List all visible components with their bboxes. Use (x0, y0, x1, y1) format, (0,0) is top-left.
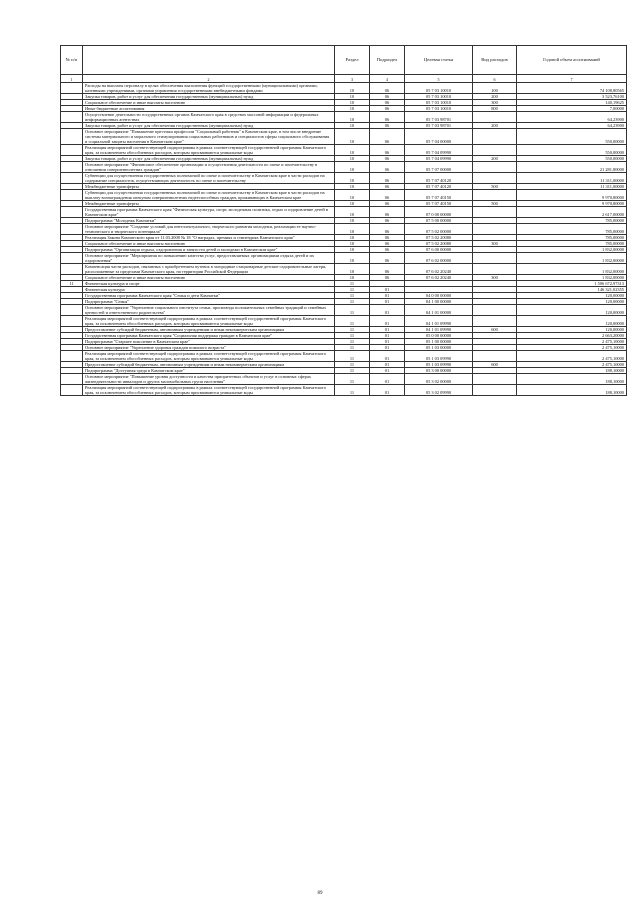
row-target: 05 7 03 10010 (405, 83, 473, 94)
row-num (61, 145, 83, 156)
row-section: 10 (335, 145, 370, 156)
row-amount: 2 475,10000 (517, 345, 627, 351)
row-section: 11 (335, 299, 370, 305)
row-target: 05 1 00 00000 (405, 339, 473, 345)
row-subsection: 06 (370, 129, 405, 145)
row-subsection: 06 (370, 156, 405, 162)
row-amount: 9 970,80000 (517, 201, 627, 207)
row-amount: 7,00000 (517, 106, 627, 112)
row-subsection: 01 (370, 333, 405, 339)
row-name: Государственная программа Камчатского края "Физическая культура, спорт, молодежная политика, отдых и оздоровление детей в Камчатском крае" (83, 207, 335, 218)
table-row (61, 129, 627, 145)
row-name: Государственная программа Камчатского края "Семья и дети Камчатки" (83, 293, 335, 299)
budget-table-page (60, 45, 626, 396)
row-section: 10 (335, 129, 370, 145)
row-subsection: 06 (370, 207, 405, 218)
row-name: Государственная программа Камчатского края "Социальная поддержка граждан в Камчатском крае" (83, 333, 335, 339)
row-subsection: 06 (370, 83, 405, 94)
row-name: Физическая культура (83, 287, 335, 293)
row-exptype (473, 145, 517, 156)
row-subsection: 01 (370, 368, 405, 374)
row-exptype: 800 (473, 106, 517, 112)
row-amount: 120,00000 (517, 316, 627, 327)
row-section: 10 (335, 235, 370, 241)
row-section: 10 (335, 224, 370, 235)
row-target: 04 1 00 00000 (405, 299, 473, 305)
row-exptype: 100 (473, 83, 517, 94)
row-name: Реализация мероприятий соответствующей подпрограммы в рамках соответствующей государственной программы Камчатского края, за исключением обособленных расходов, которым присваиваются уникальные коды (83, 351, 335, 362)
row-section: 11 (335, 281, 370, 287)
row-amount: 785,00000 (517, 235, 627, 241)
row-name: Закупка товаров, работ и услуг для обеспечения государственных (муниципальных) нужд (83, 94, 335, 100)
row-subsection: 06 (370, 173, 405, 184)
row-amount: 74 108,80565 (517, 83, 627, 94)
row-subsection: 01 (370, 305, 405, 316)
row-subsection: 06 (370, 184, 405, 190)
row-subsection: 06 (370, 264, 405, 275)
table-row (61, 145, 627, 156)
row-section: 11 (335, 339, 370, 345)
row-subsection: 01 (370, 385, 405, 396)
row-amount: 2 475,10000 (517, 339, 627, 345)
row-name: Межбюджетные трансферты (83, 184, 335, 190)
row-target: 05 7 03 10010 (405, 100, 473, 106)
row-name: Физическая культура и спорт (83, 281, 335, 287)
row-amount: 146 321,02355 (517, 287, 627, 293)
row-amount: 785,00000 (517, 224, 627, 235)
table-header-row (61, 46, 627, 75)
row-exptype: 300 (473, 241, 517, 247)
row-num (61, 129, 83, 145)
row-target: 07 5 02 20080 (405, 241, 473, 247)
row-name: Основное мероприятие "Укрепление социального института семьи, пропаганда положительных семейных традиций и семейных ценностей и ответственного родительства" (83, 305, 335, 316)
row-name: Реализация Закона Камчатского края от 11.03.2008 № 18 "О наградах, премиях и стипендиях Камчатского края" (83, 235, 335, 241)
row-amount: 550,00000 (517, 156, 627, 162)
row-section: 11 (335, 351, 370, 362)
row-exptype (473, 190, 517, 201)
row-section: 11 (335, 362, 370, 368)
row-amount: 64,23900 (517, 123, 627, 129)
row-num (61, 224, 83, 235)
row-subsection: 06 (370, 241, 405, 247)
row-num (61, 253, 83, 264)
row-target: 05 7 07 40120 (405, 173, 473, 184)
row-num (61, 162, 83, 173)
row-amount: 11 311,00000 (517, 173, 627, 184)
row-num: 11 (61, 281, 83, 287)
header-name (83, 46, 335, 75)
row-amount: 188,10000 (517, 368, 627, 374)
row-amount: 2 475,10000 (517, 351, 627, 362)
row-target: 04 1 01 09990 (405, 316, 473, 327)
row-subsection: 01 (370, 351, 405, 362)
row-exptype (473, 129, 517, 145)
row-amount: 188,10000 (517, 374, 627, 385)
row-name: Расходы на выплаты персоналу в целях обеспечения выполнения функций государственными (муниципальными) органами, казенными учреждениями, органами управления государственными внебюджетными фондами (83, 83, 335, 94)
row-exptype (473, 374, 517, 385)
row-section: 10 (335, 184, 370, 190)
row-subsection: 06 (370, 112, 405, 123)
row-target: 05 7 04 09990 (405, 156, 473, 162)
row-subsection: 06 (370, 123, 405, 129)
table-row (61, 224, 627, 235)
column-index: 2 (83, 75, 335, 83)
row-exptype: 500 (473, 184, 517, 190)
row-amount: 785,00000 (517, 218, 627, 224)
row-target: 05 7 03 98701 (405, 112, 473, 123)
row-amount: 1 832,00000 (517, 264, 627, 275)
row-target: 05 7 04 00000 (405, 129, 473, 145)
row-section: 11 (335, 293, 370, 299)
row-num (61, 316, 83, 327)
row-exptype: 200 (473, 156, 517, 162)
table-row (61, 264, 627, 275)
table-row (61, 305, 627, 316)
row-amount: 1 832,00000 (517, 247, 627, 253)
row-section: 10 (335, 253, 370, 264)
row-section: 11 (335, 327, 370, 333)
row-num (61, 112, 83, 123)
table-row (61, 385, 627, 396)
row-section: 11 (335, 374, 370, 385)
table-row (61, 351, 627, 362)
row-target: 05 7 03 98701 (405, 123, 473, 129)
row-subsection: 06 (370, 201, 405, 207)
row-name: Основное мероприятие "Финансовое обеспечение организации и осуществления деятельности по опеке и попечительству в отношении совершеннолетних граждан" (83, 162, 335, 173)
row-amount: 64,23900 (517, 112, 627, 123)
row-name: Реализация мероприятий соответствующей подпрограммы в рамках соответствующей государственной программы Камчатского края, за исключением обособленных расходов, которым присваиваются уникальные коды (83, 316, 335, 327)
header-subsection: Подраздел (370, 46, 405, 75)
row-num (61, 374, 83, 385)
row-target: 05 7 07 40150 (405, 190, 473, 201)
column-index: 7 (517, 75, 627, 83)
row-section: 10 (335, 83, 370, 94)
table-body (61, 83, 627, 396)
table-row (61, 316, 627, 327)
row-section: 10 (335, 162, 370, 173)
row-section: 11 (335, 316, 370, 327)
row-subsection: 06 (370, 94, 405, 100)
table-row (61, 173, 627, 184)
row-section: 11 (335, 368, 370, 374)
row-target: 07 6 02 00000 (405, 253, 473, 264)
row-amount: 2 663,20000 (517, 333, 627, 339)
row-amount: 550,00000 (517, 129, 627, 145)
row-amount: 3 523,76100 (517, 94, 627, 100)
page-number: 89 (317, 891, 323, 896)
row-section: 11 (335, 385, 370, 396)
row-subsection: 01 (370, 362, 405, 368)
row-subsection: 06 (370, 253, 405, 264)
row-target: 05 1 03 09990 (405, 351, 473, 362)
row-name: Реализация мероприятий соответствующей подпрограммы в рамках соответствующей государственной программы Камчатского края, за исключением обособленных расходов, которым присваиваются уникальные коды (83, 385, 335, 396)
row-target: 07 0 00 00000 (405, 207, 473, 218)
row-subsection: 06 (370, 247, 405, 253)
row-num (61, 351, 83, 362)
row-amount: 1 506 672,97313 (517, 281, 627, 287)
row-name: Предоставление субсидий бюджетным, автономным учреждениям и иным некоммерческим организациям (83, 327, 335, 333)
row-amount: 11 311,00000 (517, 184, 627, 190)
row-amount: 120,00000 (517, 305, 627, 316)
row-exptype (473, 112, 517, 123)
header-exptype: Вид расходов (473, 46, 517, 75)
row-num (61, 173, 83, 184)
row-section: 10 (335, 112, 370, 123)
row-section: 11 (335, 345, 370, 351)
row-target: 04 1 01 09990 (405, 327, 473, 333)
row-subsection: 06 (370, 190, 405, 201)
row-amount: 2 475,10000 (517, 362, 627, 368)
row-subsection: 06 (370, 106, 405, 112)
row-num (61, 385, 83, 396)
header-target: Целевая статья (405, 46, 473, 75)
row-name: Компенсация части расходов, связанных с приобретением путевок в загородные стационарные детские оздоровительные лагеря, расположенные за пределами Камчатского края, на территории Российской Федерации (83, 264, 335, 275)
row-amount: 785,00000 (517, 241, 627, 247)
row-section: 10 (335, 207, 370, 218)
row-subsection: 06 (370, 145, 405, 156)
table-row (61, 374, 627, 385)
row-exptype: 600 (473, 362, 517, 368)
row-subsection: 01 (370, 345, 405, 351)
table-row (61, 190, 627, 201)
row-name: Основное мероприятие "Повышение уровня доступности и качества приоритетных объектов и услуг в основных сферах жизнедеятельности инвалидов и других маломобильных групп населения" (83, 374, 335, 385)
row-target: 05 7 07 40150 (405, 201, 473, 207)
row-name: Основное мероприятие "Создание условий для интеллектуального, творческого развития молодежи, реализации ее научно-технического и творческого потенциала" (83, 224, 335, 235)
row-subsection: 06 (370, 235, 405, 241)
column-index: 6 (473, 75, 517, 83)
column-index-row (61, 75, 627, 83)
row-name: Социальное обеспечение и иные выплаты населению (83, 100, 335, 106)
row-target: 05 1 03 09990 (405, 362, 473, 368)
row-exptype (473, 385, 517, 396)
row-section: 10 (335, 94, 370, 100)
row-target: 05 0 00 00000 (405, 333, 473, 339)
table-row (61, 162, 627, 173)
row-exptype (473, 253, 517, 264)
row-subsection: 01 (370, 299, 405, 305)
row-subsection: 01 (370, 293, 405, 299)
row-subsection: 01 (370, 316, 405, 327)
row-section: 10 (335, 218, 370, 224)
row-subsection: 01 (370, 327, 405, 333)
row-exptype (473, 305, 517, 316)
row-amount: 140,19625 (517, 100, 627, 106)
row-exptype: 300 (473, 100, 517, 106)
row-target: 07 5 02 20080 (405, 235, 473, 241)
row-amount: 120,00000 (517, 327, 627, 333)
row-name: Субвенции для осуществления государственных полномочий по опеке и попечительству в Камчатском крае в части расходов на содержание специалистов, осуществляющих деятельность по опеке и попечительству (83, 173, 335, 184)
row-section: 11 (335, 333, 370, 339)
row-name: Подпрограмма "Доступная среда в Камчатском крае" (83, 368, 335, 374)
row-exptype (473, 316, 517, 327)
row-num (61, 305, 83, 316)
row-name: Закупка товаров, работ и услуг для обеспечения государственных (муниципальных) нужд (83, 156, 335, 162)
row-name: Межбюджетные трансферты (83, 201, 335, 207)
row-amount: 188,10000 (517, 385, 627, 396)
row-subsection: 01 (370, 374, 405, 385)
row-section: 10 (335, 100, 370, 106)
row-target: 05 7 03 10010 (405, 94, 473, 100)
table-row (61, 112, 627, 123)
row-amount: 550,00000 (517, 145, 627, 156)
row-amount: 2 617,00000 (517, 207, 627, 218)
row-name: Социальное обеспечение и иные выплаты населению (83, 241, 335, 247)
row-exptype: 200 (473, 123, 517, 129)
row-num (61, 207, 83, 218)
header-section: Раздел (335, 46, 370, 75)
row-section: 10 (335, 241, 370, 247)
row-name: Субвенции для осуществления государственных полномочий по опеке и попечительству в Камчатском крае в части расходов на выплату вознаграждения опекунам совершеннолетних недееспособных граждан, проживающих в Камчатском крае (83, 190, 335, 201)
row-num (61, 83, 83, 94)
row-num (61, 190, 83, 201)
row-subsection: 01 (370, 287, 405, 293)
row-target: 05 3 02 00000 (405, 374, 473, 385)
row-section: 10 (335, 264, 370, 275)
row-target: 05 3 02 09990 (405, 385, 473, 396)
row-exptype (473, 207, 517, 218)
row-name: Подпрограмма "Организация отдыха, оздоровления и занятости детей и молодежи в Камчатском крае" (83, 247, 335, 253)
row-amount: 21 281,80000 (517, 162, 627, 173)
row-name: Иные бюджетные ассигнования (83, 106, 335, 112)
row-subsection: 06 (370, 218, 405, 224)
row-target: 05 7 04 09990 (405, 145, 473, 156)
row-target: 07 5 00 00000 (405, 218, 473, 224)
row-target: 05 7 07 40120 (405, 184, 473, 190)
row-target: 07 6 02 20240 (405, 264, 473, 275)
column-index: 4 (370, 75, 405, 83)
row-target: 05 7 07 00000 (405, 162, 473, 173)
row-section: 10 (335, 106, 370, 112)
column-index: 5 (405, 75, 473, 83)
row-exptype (473, 162, 517, 173)
row-target: 07 6 02 20240 (405, 275, 473, 281)
row-amount: 120,00000 (517, 293, 627, 299)
row-amount: 9 970,80000 (517, 190, 627, 201)
table-row (61, 207, 627, 218)
row-name: Подпрограмма "Семья" (83, 299, 335, 305)
row-subsection: 01 (370, 339, 405, 345)
column-index: 3 (335, 75, 370, 83)
row-name: Основное мероприятие "Укрепление здоровья граждан пожилого возраста" (83, 345, 335, 351)
row-subsection: 06 (370, 224, 405, 235)
row-section: 10 (335, 201, 370, 207)
row-target: 05 1 03 00000 (405, 345, 473, 351)
column-index: 1 (61, 75, 83, 83)
row-section: 10 (335, 123, 370, 129)
row-name: Осуществление деятельности государственных органов Камчатского края в средствах массовой информации и федеральных информационных агентствах (83, 112, 335, 123)
table-row (61, 253, 627, 264)
row-target: 04 1 01 00000 (405, 305, 473, 316)
row-exptype: 300 (473, 275, 517, 281)
row-section: 10 (335, 156, 370, 162)
row-amount: 1 832,00000 (517, 275, 627, 281)
row-name: Основное мероприятие "Повышение престижа профессии "Социальный работник" в Камчатском крае, в том числе внедрение системы материального и морального стимулирования социальных работников и специалистов сферы социального обслуживания и социальной защиты населения в Камчатском крае" (83, 129, 335, 145)
row-exptype (473, 224, 517, 235)
row-exptype: 200 (473, 94, 517, 100)
row-subsection: 06 (370, 100, 405, 106)
row-target: 05 7 03 10010 (405, 106, 473, 112)
row-section: 11 (335, 305, 370, 316)
row-target: 07 5 02 00000 (405, 224, 473, 235)
row-amount: 120,00000 (517, 299, 627, 305)
row-exptype: 600 (473, 327, 517, 333)
row-exptype (473, 351, 517, 362)
row-name: Закупка товаров, работ и услуг для обеспечения государственных (муниципальных) нужд (83, 123, 335, 129)
header-amount: Годовой объем ассигнований (517, 46, 627, 75)
row-section: 10 (335, 275, 370, 281)
row-subsection: 06 (370, 162, 405, 173)
row-name: Подпрограмма "Молодежь Камчатки" (83, 218, 335, 224)
row-exptype (473, 264, 517, 275)
row-target: 05 3 00 00000 (405, 368, 473, 374)
row-name: Предоставление субсидий бюджетным, автономным учреждениям и иным некоммерческим организациям (83, 362, 335, 368)
row-exptype: 500 (473, 201, 517, 207)
header-num: № п/п (61, 46, 83, 75)
row-section: 11 (335, 287, 370, 293)
table-row (61, 83, 627, 94)
row-name: Социальное обеспечение и иные выплаты населению (83, 275, 335, 281)
row-name: Подпрограмма "Старшее поколение в Камчатском крае" (83, 339, 335, 345)
row-subsection: 06 (370, 275, 405, 281)
row-target: 07 6 00 00000 (405, 247, 473, 253)
row-section: 10 (335, 173, 370, 184)
row-section: 10 (335, 247, 370, 253)
row-amount: 1 832,00000 (517, 253, 627, 264)
row-num (61, 264, 83, 275)
row-section: 10 (335, 190, 370, 201)
budget-table (60, 45, 627, 396)
row-name: Основное мероприятие "Мероприятия по повышению качества услуг, предоставляемых организациями отдыха детей и их оздоровления" (83, 253, 335, 264)
row-name: Реализация мероприятий соответствующей подпрограммы в рамках соответствующей государственной программы Камчатского края, за исключением обособленных расходов, которым присваиваются уникальные коды (83, 145, 335, 156)
row-exptype (473, 173, 517, 184)
row-target: 04 0 00 00000 (405, 293, 473, 299)
